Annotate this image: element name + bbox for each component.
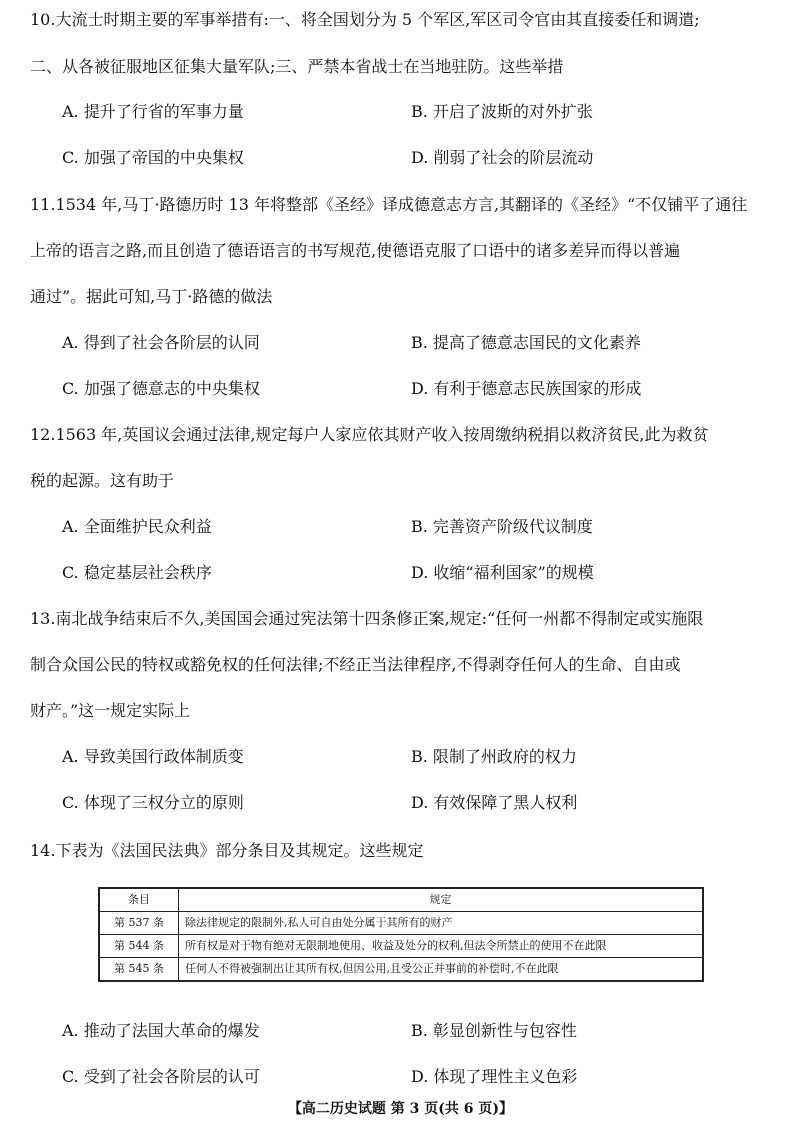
question-11-line-2: 上帝的语言之路,而且创造了德语语言的书写规范,使德语克服了口语中的诸多差异而得以普遍: [30, 241, 681, 260]
question-10-option-c: C. 加强了帝国的中央集权: [62, 148, 244, 167]
page-footer: 【高二历史试题 第 3 页(共 6 页)】: [287, 1101, 514, 1117]
question-12-option-d: D. 收缩“福利国家”的规模: [411, 563, 594, 582]
question-12-option-a: A. 全面维护民众利益: [62, 517, 212, 536]
question-10-option-b: B. 开启了波斯的对外扩张: [411, 102, 593, 121]
question-12-line-2: 税的起源。这有助于: [30, 471, 175, 490]
question-11-line-3: 通过”。据此可知,马丁·路德的做法: [30, 287, 273, 306]
question-13-line-3: 财产。”这一规定实际上: [30, 701, 191, 720]
question-10-line-2: 二、从各被征服地区征集大量军队;三、严禁本省战士在当地驻防。这些举措: [30, 57, 564, 76]
table-cell-article: 第 545 条: [99, 958, 179, 982]
question-11-option-c: C. 加强了德意志的中央集权: [62, 379, 260, 398]
civil-code-table: [98, 887, 704, 982]
table-cell-provision: 任何人不得被强制出让其所有权,但因公用,且受公正并事前的补偿时,不在此限: [179, 958, 704, 982]
question-10-option-d: D. 削弱了社会的阶层流动: [411, 148, 594, 167]
question-13-option-c: C. 体现了三权分立的原则: [62, 793, 244, 812]
question-14-option-c: C. 受到了社会各阶层的认可: [62, 1067, 260, 1086]
table-cell-provision: 除法律规定的限制外,私人可自由处分属于其所有的财产: [179, 912, 704, 935]
question-13-option-a: A. 导致美国行政体制质变: [62, 747, 244, 766]
question-11-option-d: D. 有利于德意志民族国家的形成: [411, 379, 642, 398]
question-12-option-b: B. 完善资产阶级代议制度: [411, 517, 593, 536]
question-10-option-a: A. 提升了行省的军事力量: [62, 102, 244, 121]
question-10-line-1: 10.大流士时期主要的军事举措有:一、将全国划分为 5 个军区,军区司令官由其直接委任和调遣;: [30, 10, 700, 29]
table-header-row: [99, 888, 703, 912]
question-11-line-1: 11.1534 年,马丁·路德历时 13 年将整部《圣经》译成德意志方言,其翻译的《圣经》“不仅铺平了通往: [30, 195, 748, 214]
table-row: [99, 958, 703, 982]
question-13-option-d: D. 有效保障了黑人权利: [411, 793, 578, 812]
table-header-article: 条目: [99, 888, 179, 912]
question-12-option-c: C. 稳定基层社会秩序: [62, 563, 212, 582]
question-14-option-b: B. 彰显创新性与包容性: [411, 1021, 577, 1040]
question-12-line-1: 12.1563 年,英国议会通过法律,规定每户人家应依其财产收入按周缴纳税捐以救济贫民,此为救贫: [30, 425, 709, 444]
question-11-option-a: A. 得到了社会各阶层的认同: [62, 333, 260, 352]
table-header-provision: 规定: [179, 888, 704, 912]
question-14-line-1: 14.下表为《法国民法典》部分条目及其规定。这些规定: [30, 841, 424, 860]
question-11-option-b: B. 提高了德意志国民的文化素养: [411, 333, 641, 352]
table-cell-article: 第 537 条: [99, 912, 179, 935]
table-cell-provision: 所有权是对于物有绝对无限制地使用、收益及处分的权利,但法令所禁止的使用不在此限: [179, 935, 704, 958]
table-row: [99, 912, 703, 935]
table-cell-article: 第 544 条: [99, 935, 179, 958]
question-14-option-d: D. 体现了理性主义色彩: [411, 1067, 578, 1086]
question-13-line-1: 13.南北战争结束后不久,美国国会通过宪法第十四条修正案,规定:“任何一州都不得制定或实施限: [30, 609, 704, 628]
question-13-option-b: B. 限制了州政府的权力: [411, 747, 577, 766]
question-13-line-2: 制合众国公民的特权或豁免权的任何法律;不经正当法律程序,不得剥夺任何人的生命、自由或: [30, 655, 681, 674]
question-14-option-a: A. 推动了法国大革命的爆发: [62, 1021, 260, 1040]
table-row: [99, 935, 703, 958]
